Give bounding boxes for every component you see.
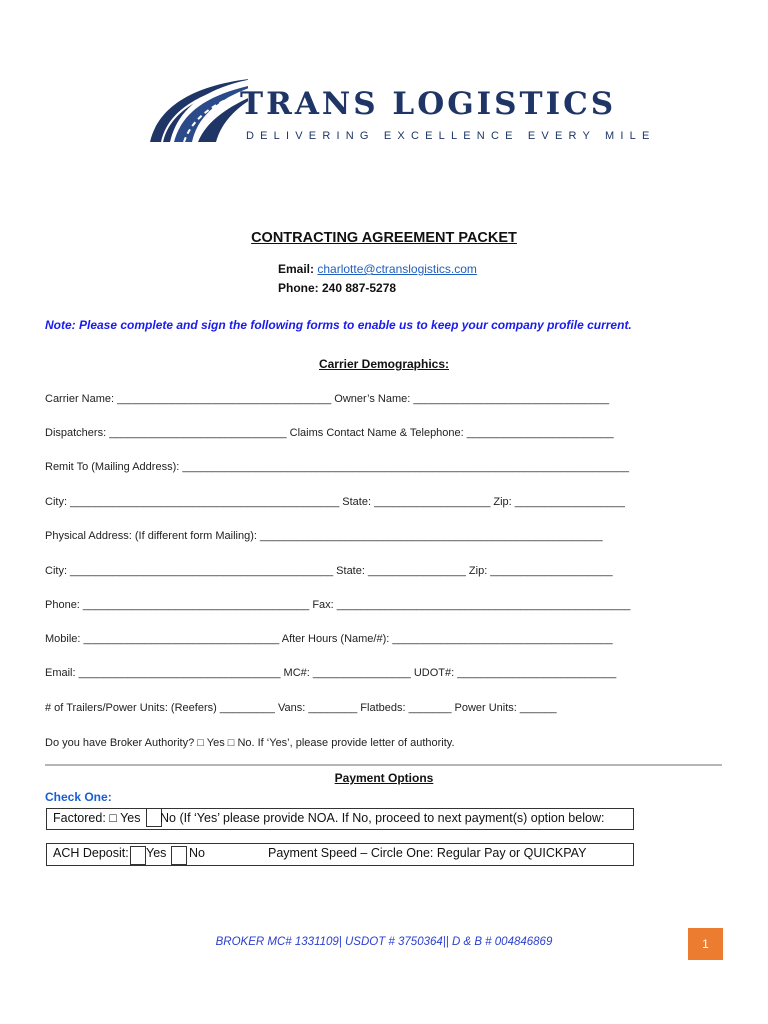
ach-no-checkbox[interactable] xyxy=(171,846,187,865)
form-line-city-2[interactable]: City: ___________________________________________ State: ________________ Zip: ____________________ xyxy=(45,565,613,577)
factored-row xyxy=(46,808,634,830)
ach-label: ACH Deposit: xyxy=(53,846,129,860)
section-divider xyxy=(45,764,722,766)
ach-row xyxy=(46,843,634,866)
form-line-trailers[interactable]: # of Trailers/Power Units: (Reefers) _________ Vans: ________ Flatbeds: _______ Power Units: ______ xyxy=(45,702,557,714)
logo-tagline: DELIVERING EXCELLENCE EVERY MILE xyxy=(246,130,656,142)
demographics-heading: Carrier Demographics: xyxy=(318,357,450,371)
instruction-note: Note: Please complete and sign the following forms to enable us to keep your company profile current. xyxy=(45,318,632,332)
phone-label: Phone: xyxy=(278,281,322,295)
form-line-mobile[interactable]: Mobile: ________________________________ After Hours (Name/#): ____________________________________ xyxy=(45,633,613,645)
form-line-carrier-name[interactable]: Carrier Name: ___________________________________ Owner’s Name: ________________________________ xyxy=(45,393,610,405)
page-title: CONTRACTING AGREEMENT PACKET xyxy=(251,230,517,246)
form-line-city-1[interactable]: City: ____________________________________________ State: ___________________ Zip: __________________ xyxy=(45,496,625,508)
contact-email xyxy=(278,262,477,276)
ach-yes-checkbox[interactable] xyxy=(130,846,146,865)
payment-heading: Payment Options xyxy=(334,771,434,785)
form-line-email-mc[interactable]: Email: _________________________________ MC#: ________________ UDOT#: __________________________ xyxy=(45,667,617,679)
company-logo xyxy=(148,70,656,160)
page-number-badge: 1 xyxy=(688,928,723,960)
form-line-broker-authority[interactable]: Do you have Broker Authority? □ Yes □ No. If ‘Yes’, please provide letter of authority. xyxy=(45,737,455,749)
logo-name: TRANS LOGISTICS xyxy=(240,86,617,122)
factored-instructions: No (If ‘Yes’ please provide NOA. If No, proceed to next payment(s) option below: xyxy=(160,811,605,825)
form-line-physical-address[interactable]: Physical Address: (If different form Mailing): ________________________________________________________ xyxy=(45,530,603,542)
highway-swoosh-icon xyxy=(148,72,248,152)
footer-broker-info: BROKER MC# 1331109| USDOT # 3750364|| D & B # 004846869 xyxy=(215,936,553,948)
form-line-phone-fax[interactable]: Phone: _____________________________________ Fax: ________________________________________________ xyxy=(45,599,631,611)
check-one-label: Check One: xyxy=(45,790,112,804)
contact-phone xyxy=(278,281,396,295)
form-line-remit-to[interactable]: Remit To (Mailing Address): _________________________________________________________________________ xyxy=(45,461,629,473)
email-label: Email: xyxy=(278,262,318,276)
phone-value: 240 887-5278 xyxy=(322,281,397,295)
factored-label: Factored: □ Yes xyxy=(53,811,141,825)
ach-no-label: No xyxy=(189,846,205,860)
ach-yes-label: Yes xyxy=(146,846,167,860)
form-line-dispatchers[interactable]: Dispatchers: _____________________________ Claims Contact Name & Telephone: ________________________ xyxy=(45,427,614,439)
email-link[interactable]: charlotte@ctranslogistics.com xyxy=(317,262,477,276)
payment-speed[interactable]: Payment Speed – Circle One: Regular Pay or QUICKPAY xyxy=(268,846,587,860)
